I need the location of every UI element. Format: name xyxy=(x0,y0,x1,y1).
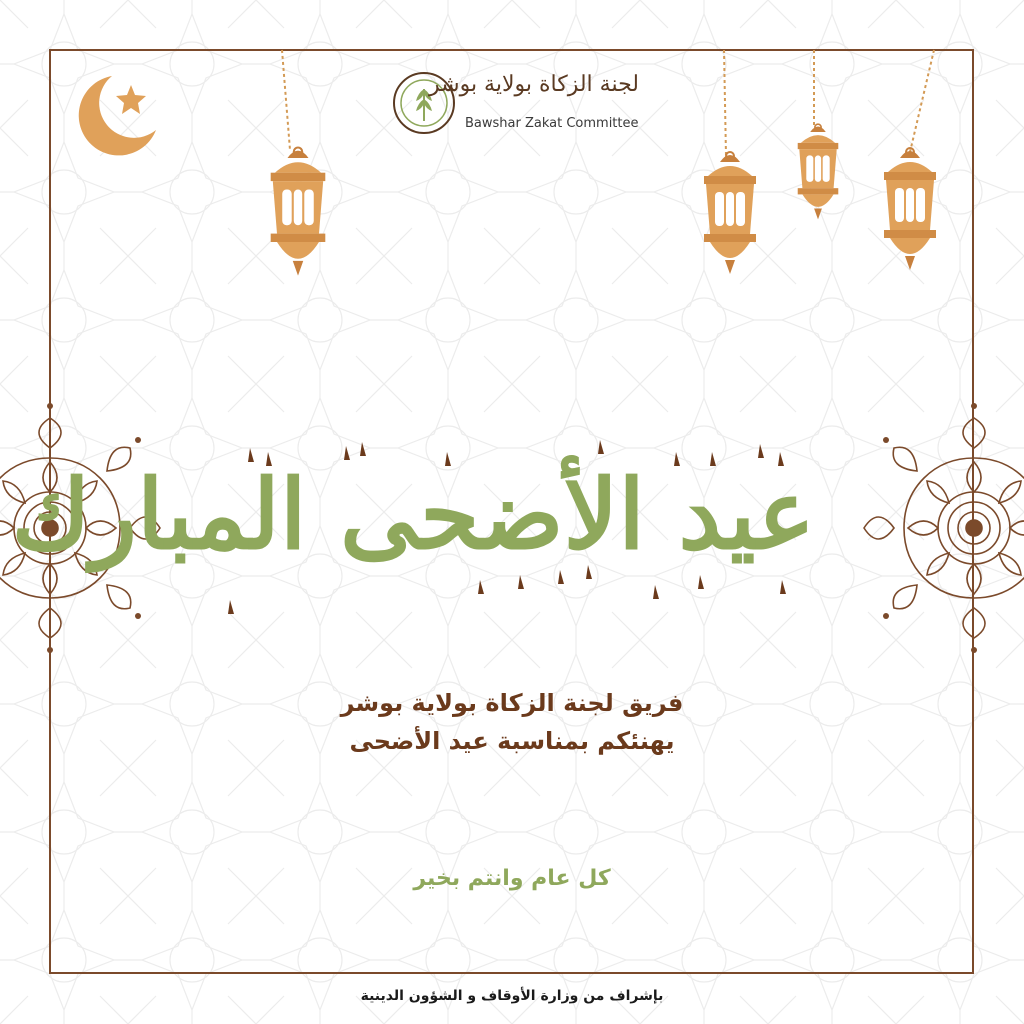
hanging-lantern-icon xyxy=(271,148,326,276)
greeting-text: كل عام وانتم بخير xyxy=(413,866,611,891)
mandala-icon xyxy=(849,403,1024,653)
logo-arabic-name: لجنة الزكاة بولاية بوشر xyxy=(429,72,639,97)
hanging-lantern-icon xyxy=(704,152,756,274)
hanging-lantern-icon xyxy=(798,124,839,219)
star-icon xyxy=(116,85,146,114)
footer-supervision-text: بإشراف من وزارة الأوقاف و الشؤون الدينية xyxy=(360,988,664,1004)
message-line-1: فريق لجنة الزكاة بولاية بوشر xyxy=(340,689,684,717)
committee-logo xyxy=(393,66,643,146)
message-line-2: يهنئكم بمناسبة عيد الأضحى xyxy=(349,727,675,755)
crescent-moon-icon xyxy=(79,76,156,155)
hanging-lantern-icon xyxy=(884,148,936,270)
logo-english-name: Bawshar Zakat Committee xyxy=(465,116,639,131)
eid-calligraphy-title: عيد الأضحى المبارك xyxy=(11,458,815,571)
